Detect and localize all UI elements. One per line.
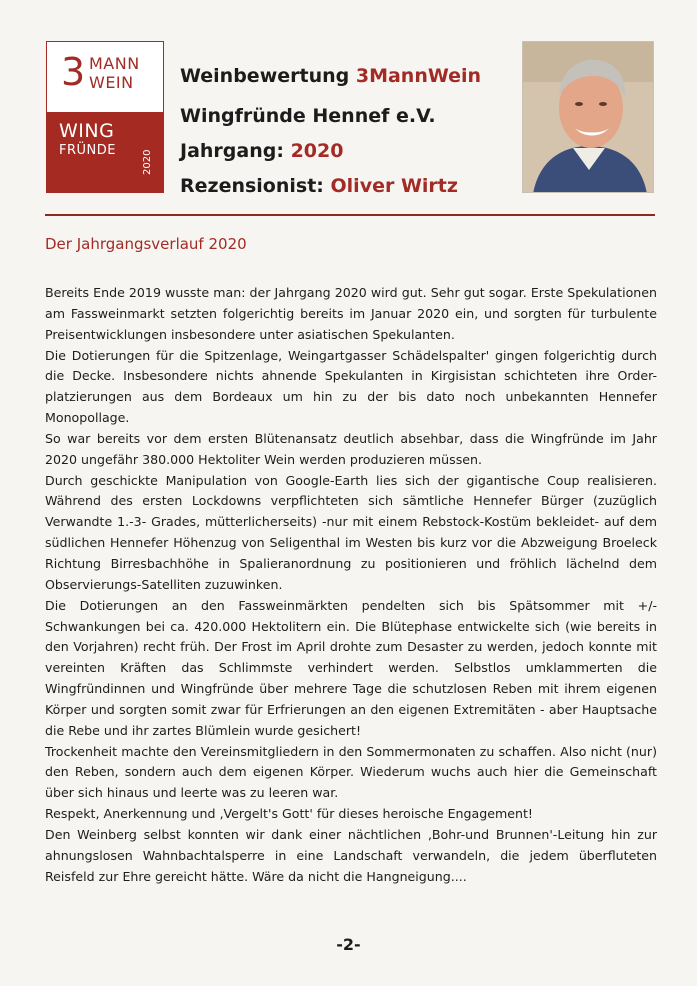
portrait-illustration	[523, 42, 654, 193]
paragraph: So war bereits vor dem ersten Blütenansatz deutlich absehbar, dass die Wingfründe im Jahr 2020 ungefähr 380.000 Hektoliter Wein werden produzieren müssen.	[45, 430, 657, 467]
article-body	[45, 283, 657, 887]
header-club-line: Wingfründe Hennef e.V.	[180, 105, 436, 127]
header-vintage-line	[180, 139, 343, 163]
paragraph: Die Dotierungen für die Spitzenlage, Weingartgasser Schädelspalter' gingen folgerichtig durch die Decke. Insbesondere nichts ahnende Spekulanten in Kirgisistan schichteten ihre Order-platzierungen aus dem Bordeaux um hin zu der bis dato noch unbekannten Hennefer Monopollage.	[45, 347, 657, 426]
page-number: -2-	[336, 935, 361, 954]
header-rating-label: Weinbewertung	[180, 65, 356, 87]
paragraph: Bereits Ende 2019 wusste man: der Jahrgang 2020 wird gut. Sehr gut sogar. Erste Spekulationen am Fassweinmarkt setzten folgerichtig bereits im Januar 2020 ein, und sorgten für turbulente Preisentwicklungen insbesondere unter asiatischen Spekulanten.	[45, 285, 657, 342]
header-reviewer-label: Rezensionist:	[180, 175, 331, 197]
section-title: Der Jahrgangsverlauf 2020	[45, 235, 247, 253]
logo-text-year: 2020	[142, 149, 153, 175]
logo-text-wing: WING	[59, 120, 115, 142]
paragraph: Die Dotierungen an den Fassweinmärkten pendelten sich bis Spätsommer mit +/- Schwankungen bei ca. 420.000 Hektolitern ein. Die Blütephase entwickelte sich (wie bereits in den Vorjahren) recht früh. Der Frost im April drohte zum Desaster zu werden, jedoch konnte mit vereinten Kräften das Schlimmste verhindert werden. Selbstlos umklammerten die Wingfründinnen und Wingfründe über mehrere Tage die schutzlosen Reben mit ihrem eigenen Körper und sorgten somit zwar für Erfrierungen an den eigenen Extremitäten - aber Hauptsache die Rebe und ihr zartes Blümlein wurde gesichert!	[45, 597, 657, 738]
header-rating-value: 3MannWein	[355, 65, 482, 87]
header-divider	[45, 214, 655, 216]
paragraph: Trockenheit machte den Vereinsmitgliedern in den Sommermonaten zu schaffen. Also nicht (nur) den Reben, sondern auch dem eigenen Körper. Wiederum wuchs auch hier die Gemeinschaft über sich hinaus und leerte was zu leeren war.	[45, 743, 657, 801]
logo-text-frunde: FRÜNDE	[59, 143, 116, 158]
header-reviewer-value: Oliver Wirtz	[330, 175, 458, 197]
header-rating-line	[180, 64, 481, 88]
header-vintage-label: Jahrgang:	[180, 140, 291, 162]
header-reviewer-line	[180, 174, 458, 198]
header-vintage-value: 2020	[290, 140, 344, 162]
paragraph: Den Weinberg selbst konnten wir dank einer nächtlichen ‚Bohr-und Brunnen'-Leitung hin zur ahnungslosen Wahnbachtalsperre in eine Landschaft verwandeln, die jedem überfluteten Reisfeld zur Ehre gereicht hätte. Wäre da nicht die Hangneigung....	[45, 826, 657, 884]
logo-number: 3	[61, 50, 86, 94]
logo-top-panel	[47, 42, 163, 112]
reviewer-portrait-photo	[522, 41, 654, 193]
logo-text-mann: MANN	[89, 54, 140, 73]
logo-3mannwein	[46, 41, 164, 193]
paragraph: Durch geschickte Manipulation von Google-Earth lies sich der gigantische Coup realisieren. Während des ersten Lockdowns verpflichteten sich sämtliche Hennefer Bürger (zuzüglich Verwandte 1.-3- Grades, mütterlicherseits) -nur mit einem Rebstock-Kostüm bekleidet- auf dem südlichen Hennefer Höhenzug von Seligenthal im Westen bis kurz vor die Abzweigung Broeleck Richtung Birresbachhöhe in Spalieranordnung zu positionieren und fröhlich lächelnd dem Observierungs-Satelliten zuzuwinken.	[45, 472, 657, 592]
logo-text-wein: WEIN	[89, 73, 134, 92]
paragraph: Respekt, Anerkennung und ‚Vergelt's Gott' für dieses heroische Engagement!	[45, 806, 533, 822]
